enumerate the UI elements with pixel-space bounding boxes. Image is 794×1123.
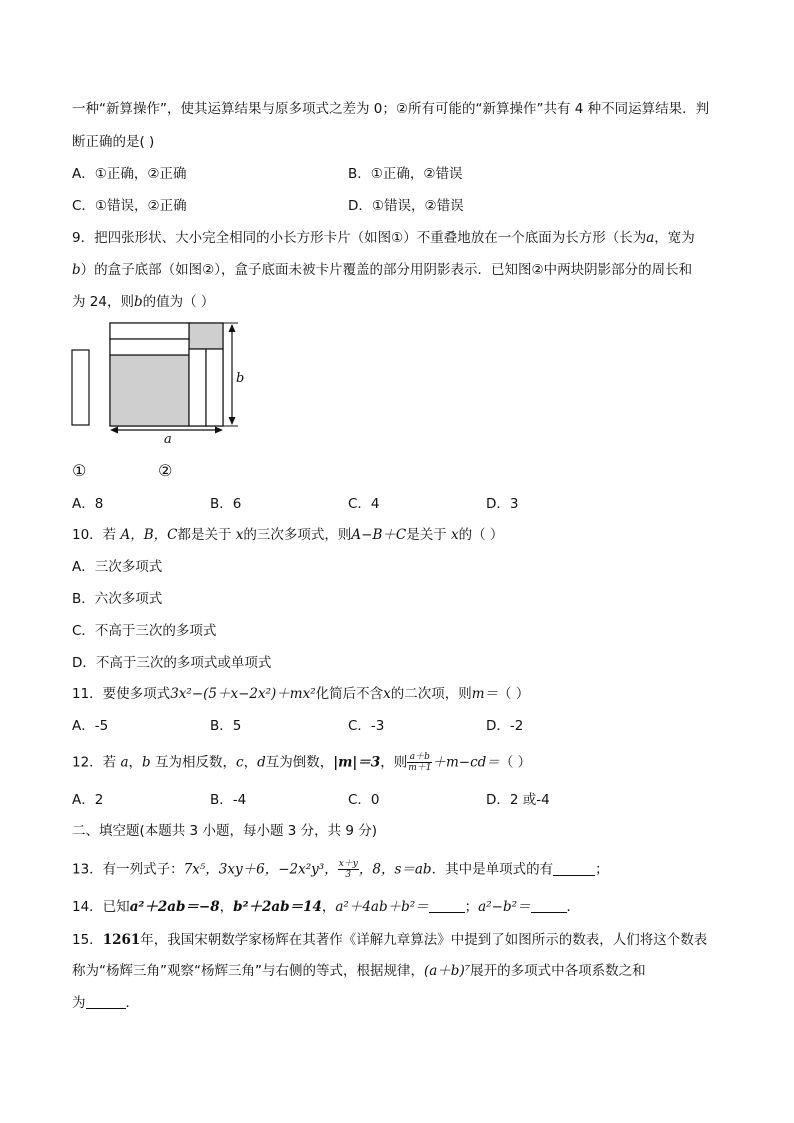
q13-fraction: $\frac{x+y}{3}$ [338,859,358,880]
card-horizontal-1 [110,323,189,339]
q14-answer-blank-1[interactable] [429,898,465,913]
q11-option-d[interactable]: D．-2 [486,718,524,734]
card-horizontal-2 [110,339,189,355]
q15-line2: 称为“杨辉三角”观察“杨辉三角”与右侧的等式，根据规律，(a＋b)⁷展开的多项式中各项系数之和 [72,963,646,979]
q8-line2: 断正确的是( ) [72,134,155,150]
q11-option-c[interactable]: C．-3 [348,718,385,734]
q10-option-a[interactable]: A．三次多项式 [72,559,163,575]
q12-stem: 12．若 a，b 互为相反数，c，d互为倒数，|m|＝3，则 $\frac{a+b}{m+1}$ ＋m−cd＝（ ） [72,752,532,773]
q11-option-b[interactable]: B．5 [210,718,242,734]
q9-option-b[interactable]: B．6 [210,496,242,512]
q11-stem: 11．要使多项式3x²−(5＋x−2x²)＋mx²化简后不含x的二次项，则m＝（ ） [72,686,530,702]
shaded-region-large [110,355,189,426]
q9-line3: 为 24，则b的值为（ ） [72,294,215,310]
q15-answer-blank[interactable] [86,994,126,1009]
q12-option-b[interactable]: B．-4 [210,792,247,808]
q13-stem: 13．有一列式子：7x⁵，3xy＋6，−2x²y³， $\frac{x+y}{3}$ ，8，s＝ab．其中是单项式的有 ； [72,859,609,880]
q9-line1: 9．把四张形状、大小完全相同的小长方形卡片（如图①）不重叠地放在一个底面为长方形（长为a，宽为 [72,230,695,246]
section-heading: 二、填空题(本题共 3 小题，每小题 3 分，共 9 分) [72,823,378,839]
q10-option-c[interactable]: C．不高于三次的多项式 [72,623,217,639]
q9-figure [60,315,280,445]
q10-stem: 10．若 A，B，C都是关于 x的三次多项式，则A−B＋C是关于 x的（ ） [72,527,504,543]
q8-option-b[interactable]: B．①正确，②错误 [348,166,463,182]
q9-option-a[interactable]: A．8 [72,496,104,512]
q10-option-b[interactable]: B．六次多项式 [72,591,163,607]
q12-fraction: $\frac{a+b}{m+1}$ [408,752,432,773]
q10-option-d[interactable]: D．不高于三次的多项式或单项式 [72,655,272,671]
q8-line1: 一种“新算操作”，使其运算结果与原多项式之差为 0；②所有可能的“新算操作”共有 4 种不同运算结果．判 [72,101,710,117]
q8-option-a[interactable]: A．①正确，②正确 [72,166,187,182]
figure-1-caption: ① [72,461,87,480]
q9-line2: b）的盒子底部（如图②），盒子底面未被卡片覆盖的部分用阴影表示．已知图②中两块阴影部分的周长和 [72,262,693,278]
q9-option-d[interactable]: D．3 [486,496,519,512]
figure-2-caption: ② [158,461,173,480]
dimension-b-label: b [236,371,245,386]
q14-answer-blank-2[interactable] [531,898,567,913]
q14-stem: 14．已知a²＋2ab＝−8，b²＋2ab＝14，a²＋4ab＋b²＝ ；a²−b²＝ ． [72,899,580,915]
q13-answer-blank[interactable] [553,861,595,876]
card-vertical-2 [206,349,223,426]
q11-option-a[interactable]: A．-5 [72,718,109,734]
q8-option-c[interactable]: C．①错误，②正确 [72,198,187,214]
q12-option-a[interactable]: A．2 [72,792,104,808]
q12-option-d[interactable]: D．2 或-4 [486,792,550,808]
q15-line3: 为 ． [72,995,139,1011]
dimension-a-label: a [164,432,172,445]
card-vertical-1 [189,349,206,426]
q8-option-d[interactable]: D．①错误，②错误 [348,198,464,214]
q9-option-c[interactable]: C．4 [348,496,380,512]
card-figure-1 [72,350,89,425]
q15-line1: 15．1261年，我国宋朝数学家杨辉在其著作《详解九章算法》中提到了如图所示的数表，人们将这个数表 [72,932,708,948]
q12-option-c[interactable]: C．0 [348,792,380,808]
shaded-region-small [189,323,223,349]
